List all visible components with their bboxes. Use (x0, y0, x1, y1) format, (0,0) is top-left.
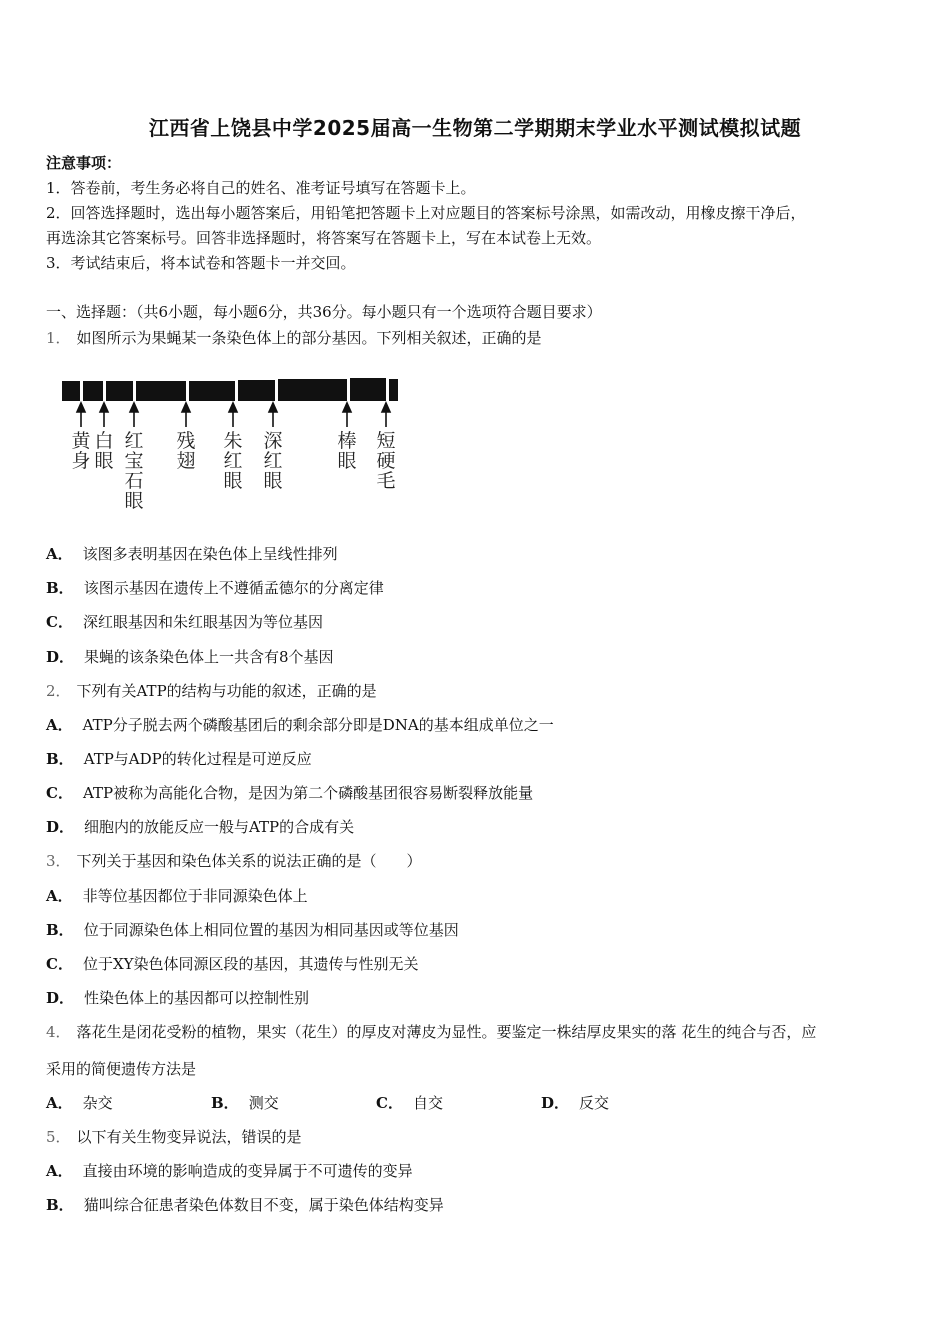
option-1c: C． 深红眼基因和朱红眼基因为等位基因 (46, 613, 323, 631)
gene-label-vermilion-eye: 朱红眼 (223, 430, 243, 492)
question-number: 5． (46, 1128, 71, 1146)
question-4-continued: 采用的简便遗传方法是 (46, 1060, 197, 1078)
chromosome-segment (136, 381, 186, 401)
chromosome-segment (389, 379, 398, 401)
question-number: 4． (46, 1023, 71, 1041)
question-stem: 落花生是闭花受粉的植物，果实（花生）的厚皮对薄皮为显性。要鉴定一株结厚皮果实的落 花生的纯合与否，应 (76, 1023, 817, 1041)
question-stem: 下列有关ATP的结构与功能的叙述，正确的是 (76, 682, 377, 700)
question-3 (46, 850, 422, 871)
option-1b: B． 该图示基因在遗传上不遵循孟德尔的分离定律 (46, 579, 384, 597)
gene-label-white-eye: 白眼 (94, 430, 114, 472)
gene-arrow (100, 403, 108, 427)
question-number: 1． (46, 329, 71, 347)
option-2c: C． ATP被称为高能化合物，是因为第二个磷酸基团很容易断裂释放能量 (46, 784, 534, 802)
chromosome-segment (350, 378, 386, 401)
option-4d: D． 反交 (541, 1094, 610, 1112)
chromosome-segment (83, 381, 103, 401)
gene-label-vestigial-wing: 残翅 (176, 430, 196, 472)
gene-arrow (182, 403, 190, 427)
option-2d: D． 细胞内的放能反应一般与ATP的合成有关 (46, 818, 355, 836)
chromosome-segment (278, 379, 347, 401)
gene-arrow (269, 403, 277, 427)
gene-arrow (229, 403, 237, 427)
notice-heading: 注意事项： (46, 154, 122, 172)
chromosome-segment (238, 380, 275, 401)
question-number: 3． (46, 852, 71, 870)
question-stem: 以下有关生物变异说法，错误的是 (76, 1128, 302, 1146)
option-4a: A． 杂交 (46, 1094, 113, 1112)
chromosome-segment (62, 381, 80, 401)
question-number: 2． (46, 682, 71, 700)
notice-item: 再选涂其它答案标号。回答非选择题时，将答案写在答题卡上，写在本试卷上无效。 (46, 229, 602, 247)
option-1a: A． 该图多表明基因在染色体上呈线性排列 (46, 545, 338, 563)
option-2b: B． ATP与ADP的转化过程是可逆反应 (46, 750, 312, 768)
option-3b: B． 位于同源染色体上相同位置的基因为相同基因或等位基因 (46, 921, 459, 939)
question-4 (46, 1021, 816, 1042)
option-5b: B． 猫叫综合征患者染色体数目不变，属于染色体结构变异 (46, 1196, 444, 1214)
gene-arrow (382, 403, 390, 427)
page-title: 江西省上饶县中学2025届高一生物第二学期期末学业水平测试模拟试题 (148, 116, 802, 140)
chromosome-segment (189, 381, 235, 401)
gene-label-short-bristle: 短硬毛 (376, 430, 396, 492)
options-row-4 (46, 1092, 886, 1113)
notice-item: 1．答卷前，考生务必将自己的姓名、准考证号填写在答题卡上。 (46, 179, 476, 197)
chromosome-gene-diagram (58, 375, 408, 525)
gene-arrow (130, 403, 138, 427)
gene-label-ruby-eye: 红宝石眼 (124, 430, 144, 512)
chromosome-segment (106, 381, 133, 401)
notice-item: 2．回答选择题时，选出每小题答案后，用铅笔把答题卡上对应题目的答案标号涂黑，如需改动，用橡皮擦干净后， (46, 204, 806, 222)
option-5a: A． 直接由环境的影响造成的变异属于不可遗传的变异 (46, 1162, 413, 1180)
question-1 (46, 327, 542, 348)
option-3d: D． 性染色体上的基因都可以控制性别 (46, 989, 310, 1007)
gene-arrow (77, 403, 85, 427)
gene-arrow (343, 403, 351, 427)
option-4b: B． 测交 (211, 1094, 279, 1112)
gene-label-yellow-body: 黄身 (71, 430, 91, 472)
question-stem: 如图所示为果蝇某一条染色体上的部分基因。下列相关叙述，正确的是 (76, 329, 542, 347)
notice-item: 3．考试结束后，将本试卷和答题卡一并交回。 (46, 254, 356, 272)
option-4c: C． 自交 (376, 1094, 443, 1112)
option-3c: C． 位于XY染色体同源区段的基因，其遗传与性别无关 (46, 955, 419, 973)
option-1d: D． 果蝇的该条染色体上一共含有8个基因 (46, 648, 334, 666)
section-heading: 一、选择题：（共6小题，每小题6分，共36分。每小题只有一个选项符合题目要求） (46, 303, 602, 321)
option-2a: A． ATP分子脱去两个磷酸基团后的剩余部分即是DNA的基本组成单位之一 (46, 716, 554, 734)
option-3a: A． 非等位基因都位于非同源染色体上 (46, 887, 308, 905)
gene-label-deep-red-eye: 深红眼 (263, 430, 283, 492)
question-5 (46, 1126, 302, 1147)
gene-label-bar-eye: 棒眼 (337, 430, 357, 472)
question-2 (46, 680, 377, 701)
question-stem: 下列关于基因和染色体关系的说法正确的是（ ） (76, 852, 422, 870)
